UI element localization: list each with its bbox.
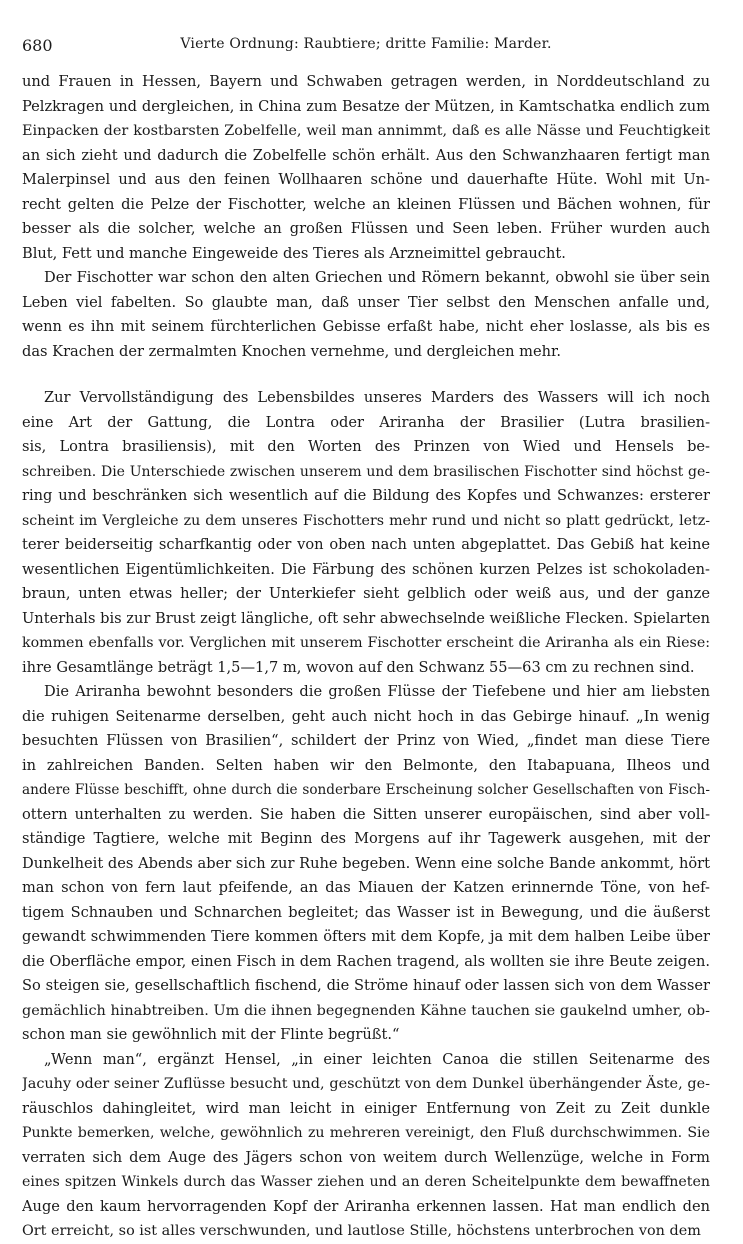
text-line: tigem Schnauben und Schnarchen begleitet; das Wasser ist in Bewegung, und die äußerst (22, 903, 710, 921)
text-line: Blut, Fett und manche Eingeweide des Tieres als Arzneimittel gebraucht. (22, 244, 566, 262)
text-body (22, 70, 710, 1244)
text-line: Die Ariranha bewohnt besonders die großen Flüsse der Tiefebene und hier am liebsten (44, 683, 710, 700)
text-line: verraten sich dem Auge des Jägers schon von weitem durch Wellenzüge, welche in Form (22, 1148, 710, 1166)
section-gap (22, 364, 710, 386)
text-line: Ort erreicht, so ist alles verschwunden, und lautlose Stille, höchstens unterbrochen von dem (22, 1223, 701, 1239)
paragraph (22, 680, 710, 1048)
text-line: ottern unterhalten zu werden. Sie haben die Sitten unserer europäischen, sind aber voll- (22, 805, 710, 823)
text-line: recht gelten die Pelze der Fischotter, welche an kleinen Flüssen und Bächen wohnen, für (22, 195, 710, 213)
text-line: gemächlich hinabtreiben. Um die ihnen begegnenden Kähne tauchen sie gaukelnd umher, ob- (22, 1002, 710, 1019)
book-page (22, 36, 710, 1244)
paragraph (22, 1048, 710, 1244)
text-line: gewandt schwimmenden Tiere kommen öfters mit dem Kopfe, ja mit dem halben Leibe über (22, 928, 710, 945)
text-line: schon man sie gewöhnlich mit der Flinte begrüßt.“ (22, 1026, 400, 1043)
text-line: „Wenn man“, ergänzt Hensel, „in einer leichten Canoa die stillen Seitenarme des (44, 1050, 710, 1068)
text-line: besuchten Flüssen von Brasilien“, schildert der Prinz von Wied, „findet man diese Tiere (22, 732, 710, 749)
text-line: in zahlreichen Banden. Selten haben wir den Belmonte, den Itabapuana, Ilheos und (22, 756, 710, 774)
text-line: terer beiderseitig scharfkantig oder von oben nach unten abgeplattet. Das Gebiß hat keine (22, 536, 710, 553)
text-line: Leben viel fabelten. So glaubte man, daß unser Tier selbst den Menschen anfalle und, (22, 293, 710, 311)
running-head: Vierte Ordnung: Raubtiere; dritte Familie: Marder. (180, 36, 552, 52)
text-line: Einpacken der kostbarsten Zobelfelle, weil man annimmt, daß es alle Nässe und Feuchtigkeit (22, 123, 710, 139)
text-line: ständige Tagtiere, welche mit Beginn des Morgens auf ihr Tagewerk ausgehen, mit der (22, 830, 710, 847)
text-line: kommen ebenfalls vor. Verglichen mit unserem Fischotter erscheint die Ariranha als ein Riese: (22, 635, 710, 651)
text-line: besser als die solcher, welche an großen Flüssen und Seen leben. Früher wurden auch (22, 220, 710, 237)
paragraph (22, 266, 710, 364)
text-line: die Oberfläche empor, einen Fisch in dem Rachen tragend, als wollten sie ihre Beute zeigen. (22, 952, 710, 970)
text-line: wesentlichen Eigentümlichkeiten. Die Färbung des schönen kurzen Pelzes ist schokoladen- (22, 560, 710, 578)
paragraph (22, 386, 710, 680)
text-line: Pelzkragen und dergleichen, in China zum Besatze der Mützen, in Kamtschatka endlich zum (22, 97, 710, 115)
text-line: die ruhigen Seitenarme derselben, geht auch nicht hoch in das Gebirge hinauf. „In wenig (22, 707, 710, 725)
page-header (22, 36, 710, 58)
text-line: schreiben. Die Unterschiede zwischen unserem und dem brasilischen Fischotter sind höchst ge- (22, 463, 710, 480)
page-number: 680 (22, 36, 53, 55)
text-line: räuschlos dahingleitet, wird man leicht in einiger Entfernung von Zeit zu Zeit dunkle (22, 1099, 710, 1117)
text-line: das Krachen der zermalmten Knochen vernehme, und dergleichen mehr. (22, 342, 562, 360)
text-line: ihre Gesamtlänge beträgt 1,5—1,7 m, wovon auf den Schwanz 55—63 cm zu rechnen sind. (22, 658, 695, 676)
paragraph (22, 70, 710, 266)
text-line: So steigen sie, gesellschaftlich fischend, die Ströme hinauf oder lassen sich von dem Wasser (22, 977, 710, 994)
text-line: an sich zieht und dadurch die Zobelfelle schön erhält. Aus den Schwanzhaaren fertigt man (22, 146, 710, 164)
text-line: und Frauen in Hessen, Bayern und Schwaben getragen werden, in Norddeutschland zu (22, 73, 710, 90)
text-line: Dunkelheit des Abends aber sich zur Ruhe begeben. Wenn eine solche Bande ankommt, hört (22, 854, 710, 872)
text-line: Unterhals bis zur Brust zeigt längliche, oft sehr abwechselnde weißliche Flecken. Spielarten (22, 609, 710, 627)
text-line: Der Fischotter war schon den alten Griechen und Römern bekannt, obwohl sie über sein (44, 269, 710, 286)
text-line: andere Flüsse beschifft, ohne durch die sonderbare Erscheinung solcher Gesellschaften von Fisch- (22, 782, 710, 798)
text-line: ring und beschränken sich wesentlich auf die Bildung des Kopfes und Schwanzes: ersterer (22, 487, 710, 504)
text-line: Jacuhy oder seiner Zuflüsse besucht und, geschützt von dem Dunkel überhängender Äste, ge- (22, 1076, 710, 1092)
text-line: eines spitzen Winkels durch das Wasser ziehen und an deren Scheitelpunkte dem bewaffneten (22, 1174, 710, 1190)
text-line: eine Art der Gattung, die Lontra oder Ariranha der Brasilier (Lutra brasilien- (22, 413, 710, 431)
text-line: man schon von fern laut pfeifende, an das Miauen der Katzen erinnernde Töne, von hef- (22, 879, 710, 896)
text-line: scheint im Vergleiche zu dem unseres Fischotters mehr rund und nicht so platt gedrückt, letz- (22, 512, 710, 529)
text-line: sis, Lontra brasiliensis), mit den Worten des Prinzen von Wied und Hensels be- (22, 438, 710, 455)
text-line: Auge den kaum hervorragenden Kopf der Ariranha erkennen lassen. Hat man endlich den (22, 1197, 710, 1215)
text-line: braun, unten etwas heller; der Unterkiefer sieht gelblich oder weiß aus, und der ganze (22, 585, 710, 602)
text-line: wenn es ihn mit seinem fürchterlichen Gebisse erfaßt habe, nicht eher loslasse, als bis es (22, 318, 710, 335)
text-line: Punkte bemerken, welche, gewöhnlich zu mehreren vereinigt, den Fluß durchschwimmen. Sie (22, 1125, 710, 1141)
text-line: Malerpinsel und aus den feinen Wollhaaren schöne und dauerhafte Hüte. Wohl mit Un- (22, 171, 710, 188)
text-line: Zur Vervollständigung des Lebensbildes unseres Marders des Wassers will ich noch (44, 389, 710, 406)
